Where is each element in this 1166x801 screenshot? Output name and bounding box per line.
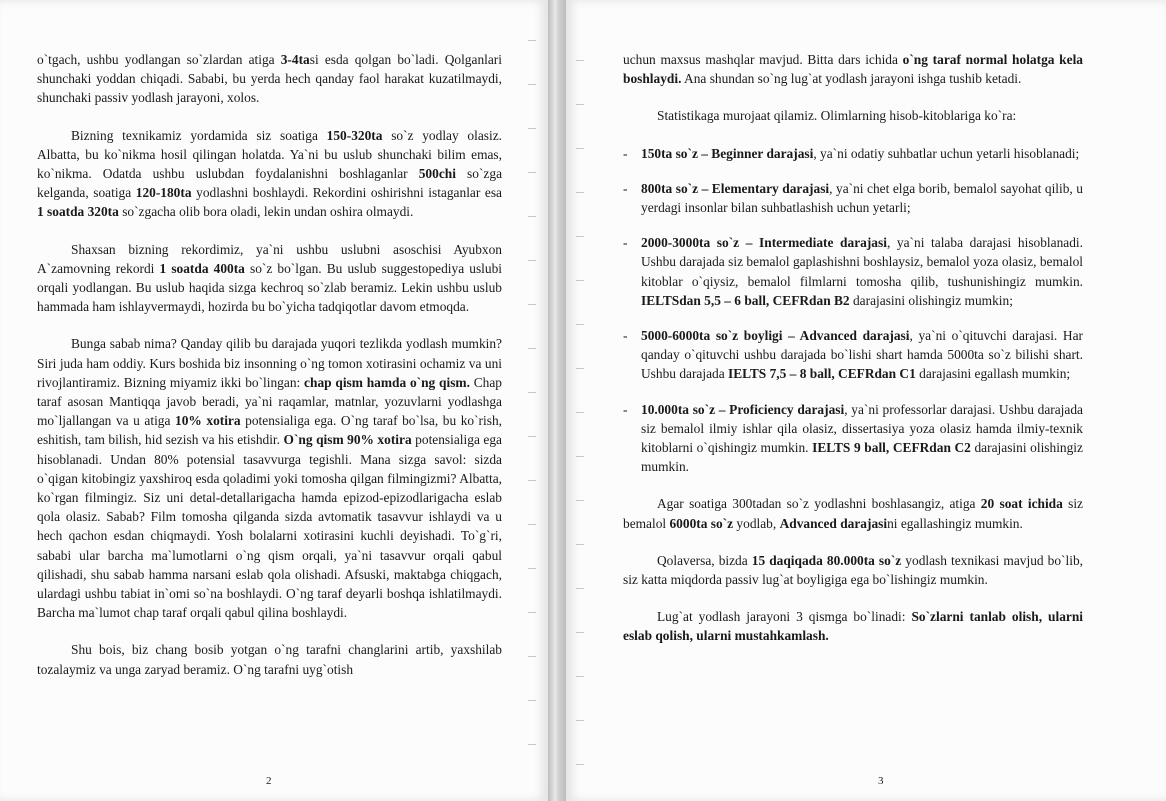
margin-mark (528, 348, 536, 349)
margin-mark (576, 412, 584, 413)
dash-bullet: - (623, 401, 628, 417)
margin-mark (576, 236, 584, 237)
paragraph (37, 640, 502, 678)
text-run: so`z bo`lgan. Bu uslub suggestopediya uslubi orqali yodlangan. Bu uslub haqida sizga kechroq so`zlab beramiz. Lekin ushbu uslub hammada ham ishlayvermaydi, hozirda bu bo`yicha tadqiqotlar davom etmoqda. (37, 260, 503, 315)
text-run: si esda qolgan bo`ladi. Qolganlari shunchaki yoddan chiqadi. Sababi, bu yerda hech qanday faol harakat kuzatilmaydi, shunchaki passiv yodlash jarayoni, xolos. (37, 52, 502, 106)
bold-text: 1 soatda 320ta (37, 204, 119, 220)
right-page-text (623, 50, 1083, 664)
level-item (623, 400, 1083, 477)
margin-mark (528, 172, 536, 173)
margin-mark (576, 280, 584, 281)
margin-mark (528, 568, 536, 569)
text-run: Lug`at yodlash jarayoni 3 qismga bo`linadi: (657, 609, 912, 625)
paragraph (623, 494, 1083, 532)
text-run: Shu bois, biz chang bosib yotgan o`ng tarafni changlarini artib, yaxshilab tozalaymiz va unga zaryad beramiz. O`ng tarafni uyg`otish (37, 642, 502, 677)
text-run: Ana shundan so`ng lug`at yodlash jarayoni ishga tushib ketadi. (681, 71, 1022, 87)
paragraph (623, 607, 1083, 645)
paragraph (623, 106, 1083, 125)
margin-mark (576, 324, 584, 325)
text-run: so`zga kelganda, soatiga (37, 166, 503, 201)
bold-text: IELTSdan 5,5 – 6 ball, CEFRdan B2 (641, 292, 850, 308)
dash-bullet: - (623, 235, 628, 251)
margin-mark (528, 304, 536, 305)
text-run: ni egallashingiz mumkin. (887, 515, 1023, 531)
level-item (623, 326, 1083, 384)
text-run: darajasini olishingiz mumkin. (641, 440, 1083, 475)
bold-text: 10.000ta so`z – Proficiency darajasi (641, 401, 845, 417)
margin-mark (528, 656, 536, 657)
margin-mark (576, 104, 584, 105)
left-page (0, 0, 548, 801)
text-run: potensialiga ega hisoblanadi. Undan 80% potensial tasavvurga tegishli. Mana sizga savol: sizda o`qigan kitobingiz yaxshiroq esda qoladimi yoki tomosha qilgan filmingizmi? Albatta, ko`rgan filmingiz. Siz uni detal-detallarigacha hamda epizod-epizodlarigacha eslab qola olasiz. Sabab? Film tomosha qilganda sizda avtomatik tasavvur ishlaydi va u hech qachon esdan chiqmaydi. Yosh bolalarni xotirasini kuchli deyishadi. To`g`ri, sababi ular barcha ma`lumotlarni o`ng qism orqali, ya`ni tasavvur orqali qabul qilishadi, shu sabab hamma narsani eslab qola olishadi. Afsuski, maktabga chiqgach, ulardagi ushbu tabiat in`omi so`na boshlaydi. O`ng taraf deyarli boshqa ishlatilmaydi. Barcha ma`lumot chap taraf orqali qabul qilina boshlaydi. (37, 432, 502, 621)
level-item (623, 179, 1083, 217)
bold-text: Advanced darajasi (779, 515, 888, 531)
margin-mark (576, 500, 584, 501)
bold-text: 2000-3000ta so`z – Intermediate darajasi (641, 235, 887, 251)
margin-mark (576, 148, 584, 149)
margin-mark (576, 676, 584, 677)
bold-text: 6000ta so`z (669, 515, 734, 531)
text-run: so`z yodlay olasiz. Albatta, bu ko`nikma hosil qilingan holatda. Ya`ni bu uslub shunchaki bilim emas, ko`nikma. Odatda ushbu uslubdan foydalanishni boshlaganlar (37, 127, 502, 182)
text-run: Qolaversa, bizda (657, 552, 752, 568)
text-run: uchun maxsus mashqlar mavjud. Bitta dars ichida (623, 52, 903, 67)
bold-text: 15 daqiqada 80.000ta so`z (751, 552, 902, 568)
text-run: darajasini olishingiz mumkin; (849, 292, 1013, 308)
bold-text: IELTS 7,5 – 8 ball, CEFRdan C1 (728, 366, 916, 382)
bold-text: 10% xotira (175, 413, 241, 429)
level-item (623, 144, 1083, 163)
bold-text: 150ta so`z – Beginner darajasi (641, 145, 814, 161)
paragraph (37, 240, 502, 317)
margin-mark (528, 436, 536, 437)
text-run: , ya`ni chet elga borib, bemalol sayohat qilib, u yerdagi insonlar bilan suhbatlashish uchun yetarli; (641, 180, 1083, 216)
page-number-right: 3 (878, 775, 884, 787)
book-spine (548, 0, 566, 801)
margin-mark (528, 744, 536, 745)
text-run: yodlab, (733, 515, 780, 531)
bold-text: 20 soat ichida (980, 496, 1063, 512)
bold-text: So`zlarni tanlab olish, ularni eslab qolish, ularni mustahkamlash. (623, 609, 1083, 644)
text-run: so`zgacha olib bora oladi, lekin undan oshira olmaydi. (118, 204, 414, 220)
margin-mark (528, 128, 536, 129)
bold-text: 1 soatda 400ta (159, 260, 245, 276)
right-paragraphs (623, 494, 1083, 645)
margin-mark (576, 60, 584, 61)
text-run: darajasini egallash mumkin; (915, 366, 1071, 382)
dash-bullet: - (623, 145, 628, 161)
paragraph (37, 126, 502, 222)
margin-mark (576, 544, 584, 545)
bold-text: O`ng qism 90% xotira (283, 432, 412, 448)
text-run: , ya`ni odatiy suhbatlar uchun yetarli hisoblanadi; (813, 145, 1080, 161)
text-run: , ya`ni o`qituvchi darajasi. Har qanday o`qituvchi ushbu darajada bo`lishi shart hamda 5000ta so`z bilishi shart. Ushbu darajada (641, 328, 1083, 382)
text-run: Shaxsan bizning rekordimiz, ya`ni ushbu uslubni asoschisi Ayubxon A`zamovning rekordi (37, 241, 502, 276)
margin-mark (576, 764, 584, 765)
margin-mark (528, 524, 536, 525)
level-item (623, 233, 1083, 310)
margin-mark (576, 192, 584, 193)
bold-text: 800ta so`z – Elementary darajasi (641, 180, 830, 196)
bold-text: 500chi (418, 166, 456, 182)
text-run: Chap taraf asosan Mantiqqa javob beradi, ya`ni raqamlar, matnlar, yozuvlarni yodlashga mo`ljallangan va u atiga (37, 374, 502, 429)
bold-text: 150-320ta (326, 127, 383, 143)
right-page (566, 0, 1166, 801)
margin-mark (576, 720, 584, 721)
text-run: , ya`ni talaba darajasi hisoblanadi. Ushbu darajada siz bemalol gaplashishni boshlaysiz, bemalol yoza olasiz, bemalol kitoblar o`qiysiz, bemalol filmlarni tomosha qilib, tushunishingiz mumkin. (641, 235, 1083, 289)
page-number-left: 2 (266, 775, 272, 787)
text-run: Bunga sabab nima? Qanday qilib bu darajada yuqori tezlikda yodlash mumkin? Siri juda ham oddiy. Kurs boshida biz insonning o`ng tomon xotirasini ochamiz va uni rivojlantiramiz. Bizning miyamiz ikki bo`lingan: (37, 336, 502, 390)
text-run: Bizning texnikamiz yordamida siz soatiga (71, 127, 327, 143)
paragraph (623, 551, 1083, 589)
bold-text: IELTS 9 ball, CEFRdan C2 (812, 440, 971, 456)
text-run: , ya`ni professorlar darajasi. Ushbu darajada siz bemalol ilmiy ishlar qila olasiz, dissertasiya yoza olasiz hamda ilmiy-texnik kitoblarni o`qishingiz mumkin. (641, 401, 1083, 456)
bold-text: 120-180ta (135, 185, 192, 201)
text-run: yodlashni boshlaydi. Rekordini oshirishni istaganlar esa (191, 185, 502, 201)
paragraph (623, 50, 1083, 88)
paragraph (37, 334, 502, 622)
text-run: siz bemalol (623, 496, 1084, 531)
margin-mark (576, 588, 584, 589)
text-run: potensialiga ega. O`ng taraf bo`lsa, bu ko`rish, eshitish, tam bilish, hid sezish va his etishdir. (37, 413, 502, 448)
dash-bullet: - (623, 328, 628, 344)
text-run: o`tgach, ushbu yodlangan so`zlardan atiga (37, 52, 281, 67)
paragraph (37, 50, 502, 108)
dash-bullet: - (623, 180, 628, 196)
margin-mark (528, 392, 536, 393)
bold-text: 3-4ta (280, 52, 310, 67)
text-run: Statistikaga murojaat qilamiz. Olimlarning hisob-kitoblariga ko`ra: (657, 108, 1017, 124)
margin-mark (528, 84, 536, 85)
margin-mark (528, 216, 536, 217)
text-run: yodlash texnikasi mavjud bo`lib, siz katta miqdorda passiv lug`at boyligiga ega bo`lishingiz mumkin. (623, 552, 1083, 588)
margin-mark (576, 632, 584, 633)
margin-mark (528, 700, 536, 701)
margin-mark (528, 612, 536, 613)
bold-text: o`ng taraf normal holatga kela boshlaydi. (623, 52, 1083, 87)
margin-mark (576, 368, 584, 369)
level-list (623, 144, 1083, 477)
left-page-text (37, 50, 502, 697)
text-run: Agar soatiga 300tadan so`z yodlashni boshlasangiz, atiga (657, 496, 981, 512)
margin-mark (528, 260, 536, 261)
bold-text: chap qism hamda o`ng qism. (304, 374, 470, 390)
margin-mark (528, 480, 536, 481)
margin-mark (528, 40, 536, 41)
margin-mark (576, 456, 584, 457)
bold-text: 5000-6000ta so`z boyligi – Advanced darajasi (641, 328, 910, 344)
